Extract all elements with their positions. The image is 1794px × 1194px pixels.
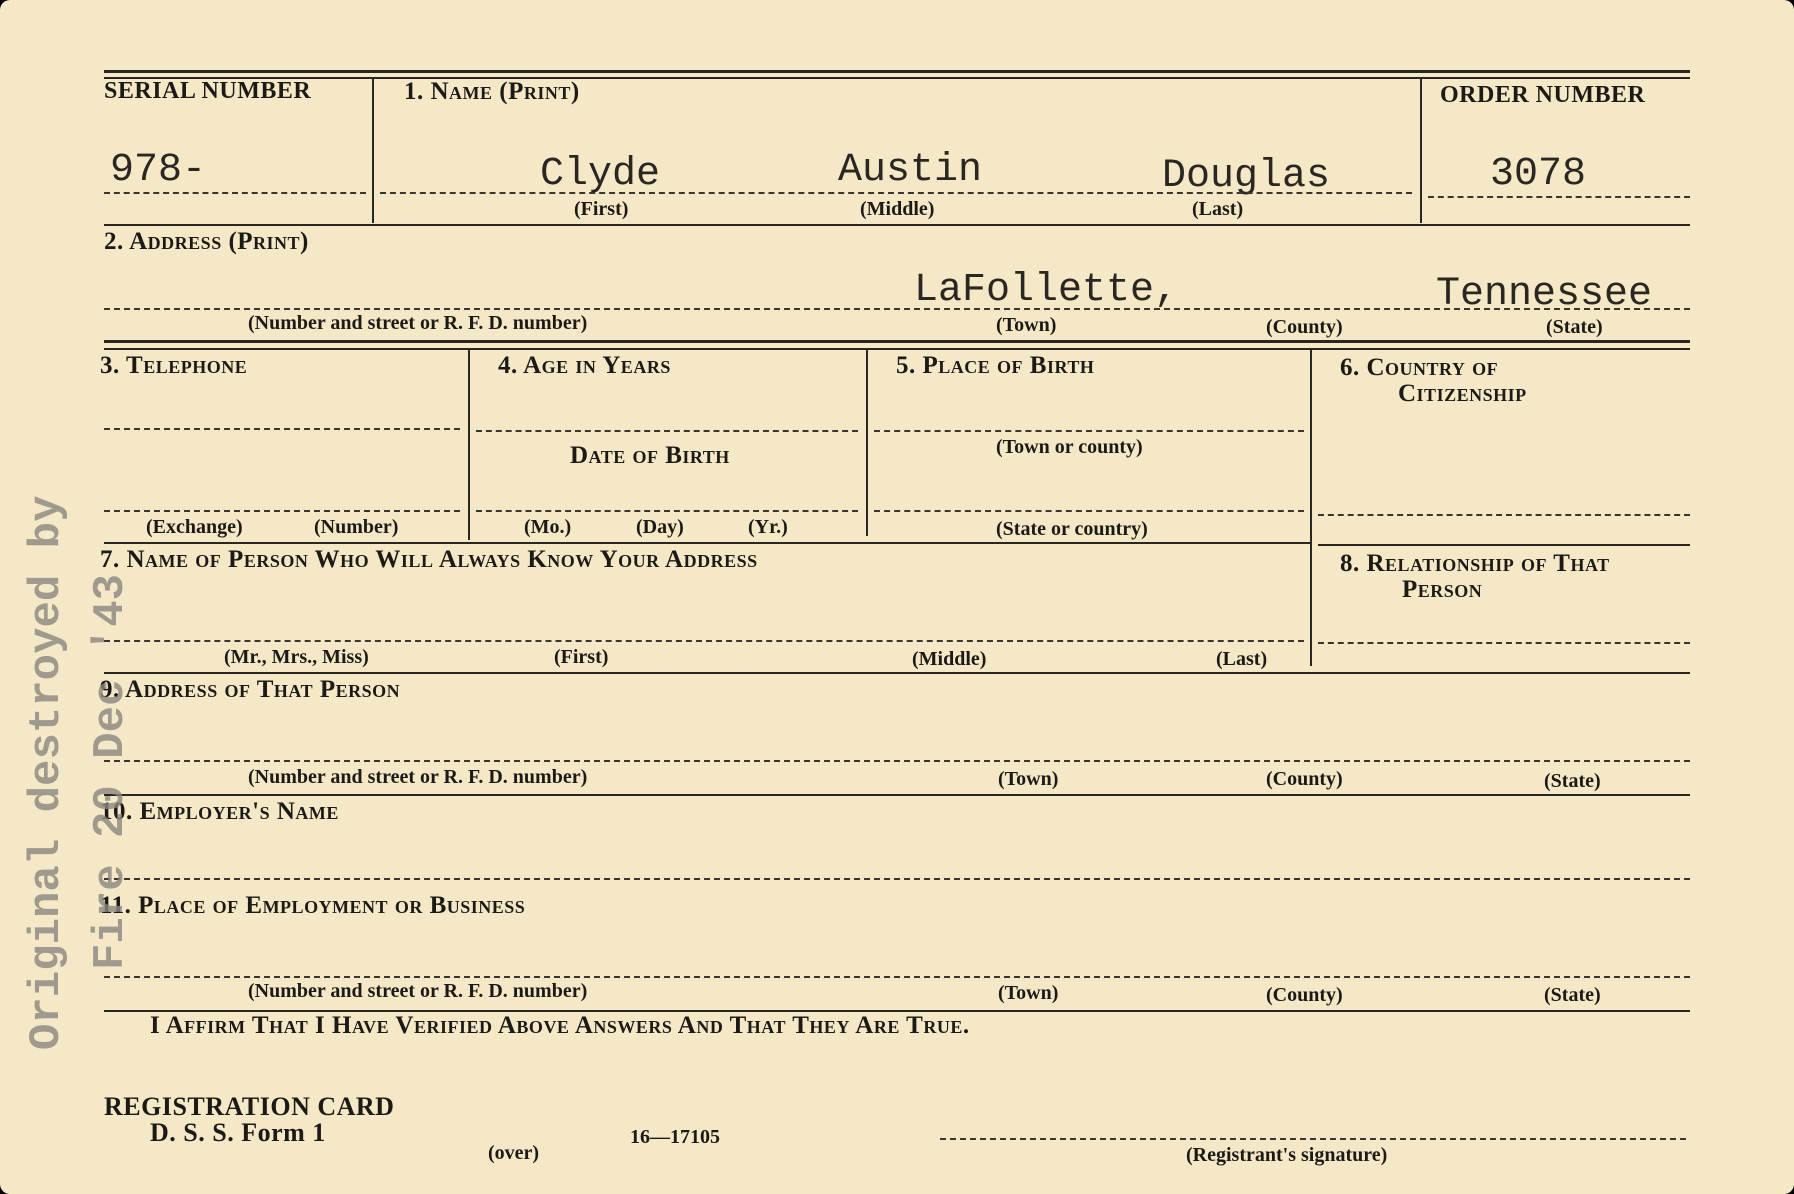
order-number-label: ORDER NUMBER	[1440, 82, 1646, 108]
rule-row2-b	[104, 348, 1690, 350]
caption-middle: (Middle)	[860, 198, 935, 220]
age-label: 4. Age in Years	[498, 352, 671, 379]
rule-row2-a	[104, 340, 1690, 343]
divider-age	[866, 350, 868, 536]
caption-street: (Number and street or R. F. D. number)	[248, 312, 588, 334]
rule-row1-bottom	[104, 224, 1690, 226]
dash-contact-address	[104, 760, 1690, 762]
place-of-birth-label: 5. Place of Birth	[896, 352, 1095, 379]
caption-county: (County)	[1266, 316, 1343, 338]
telephone-label: 3. Telephone	[100, 352, 248, 379]
dash-telephone-2	[104, 510, 460, 512]
citizenship-label-2: Citizenship	[1398, 380, 1527, 407]
caption-mr-mrs-miss: (Mr., Mrs., Miss)	[224, 646, 369, 668]
dash-telephone	[104, 428, 460, 430]
relationship-label-1: 8. Relationship of That	[1340, 550, 1610, 577]
dash-citizenship	[1318, 514, 1690, 516]
relationship-label-2: Person	[1402, 576, 1483, 603]
caption-state: (State)	[1546, 316, 1603, 338]
address-state-value: Tennessee	[1436, 272, 1653, 317]
address-town-value: LaFollette,	[914, 268, 1179, 313]
affirmation-text: I Affirm That I Have Verified Above Answers And That They Are True.	[150, 1012, 970, 1039]
date-of-birth-label: Date of Birth	[570, 442, 730, 469]
caption-employment-town: (Town)	[998, 982, 1059, 1004]
caption-last: (Last)	[1192, 198, 1244, 220]
order-number-value: 3078	[1490, 152, 1587, 197]
name-label: 1. Name (Print)	[404, 78, 580, 105]
serial-number-value: 978-	[110, 148, 207, 193]
name-last-value: Douglas	[1162, 154, 1331, 199]
form-title: REGISTRATION CARD	[104, 1092, 395, 1121]
caption-employment-state: (State)	[1544, 984, 1601, 1006]
dash-address	[104, 308, 1690, 310]
caption-employment-county: (County)	[1266, 984, 1343, 1006]
rule-top	[104, 70, 1690, 73]
dash-employer	[104, 878, 1690, 880]
rule-citizenship	[1318, 544, 1690, 546]
caption-employment-street: (Number and street or R. F. D. number)	[248, 980, 588, 1002]
caption-contact-middle: (Middle)	[912, 648, 987, 670]
form-number: D. S. S. Form 1	[150, 1118, 326, 1147]
divider-telephone	[468, 350, 470, 540]
caption-contact-last: (Last)	[1216, 648, 1268, 670]
dash-dob	[476, 510, 858, 512]
caption-contact-town: (Town)	[998, 768, 1059, 790]
rule-row9-bottom	[104, 794, 1690, 796]
over-note: (over)	[488, 1142, 540, 1164]
contact-address-label: 9. Address of That Person	[100, 676, 401, 703]
caption-first: (First)	[574, 198, 629, 220]
caption-town-county: (Town or county)	[996, 436, 1143, 458]
dash-order	[1428, 196, 1690, 198]
destroyed-stamp-line-1: Original destroyed by	[22, 495, 72, 1050]
print-code: 16—17105	[630, 1126, 720, 1148]
address-label: 2. Address (Print)	[104, 228, 309, 255]
caption-day: (Day)	[636, 516, 684, 538]
dash-name	[380, 192, 1412, 194]
signature-caption: (Registrant's signature)	[1186, 1144, 1388, 1166]
citizenship-label-1: 6. Country of	[1340, 354, 1499, 381]
employer-label: 10. Employer's Name	[100, 798, 339, 825]
dash-birthplace	[874, 430, 1304, 432]
divider-serial	[372, 77, 374, 223]
rule-row7-bottom	[104, 672, 1690, 674]
rule-row3-bottom	[104, 542, 1310, 544]
caption-month: (Mo.)	[524, 516, 572, 538]
rule-top-2	[104, 77, 1690, 79]
caption-contact-street: (Number and street or R. F. D. number)	[248, 766, 588, 788]
destroyed-stamp-line-2: Fire 20 Dec '43	[86, 573, 136, 970]
caption-town: (Town)	[996, 314, 1057, 336]
dash-employment-place	[104, 976, 1690, 978]
serial-number-label: SERIAL NUMBER	[104, 78, 312, 104]
caption-exchange: (Exchange)	[146, 516, 243, 538]
caption-state-country: (State or country)	[996, 518, 1148, 540]
caption-contact-state: (State)	[1544, 770, 1601, 792]
dash-birthplace-2	[874, 510, 1304, 512]
name-middle-value: Austin	[838, 148, 983, 193]
contact-person-label: 7. Name of Person Who Will Always Know Your Address	[100, 546, 758, 573]
caption-year: (Yr.)	[748, 516, 788, 538]
dash-relationship	[1318, 642, 1690, 644]
caption-number: (Number)	[314, 516, 399, 538]
employment-place-label: 11. Place of Employment or Business	[100, 892, 526, 919]
caption-contact-first: (First)	[554, 646, 609, 668]
divider-order	[1420, 77, 1422, 223]
dash-serial	[104, 192, 366, 194]
dash-age	[476, 430, 858, 432]
signature-line	[940, 1138, 1686, 1140]
caption-contact-county: (County)	[1266, 768, 1343, 790]
divider-birthplace	[1310, 350, 1312, 666]
dash-contact	[104, 640, 1304, 642]
name-first-value: Clyde	[540, 152, 661, 197]
